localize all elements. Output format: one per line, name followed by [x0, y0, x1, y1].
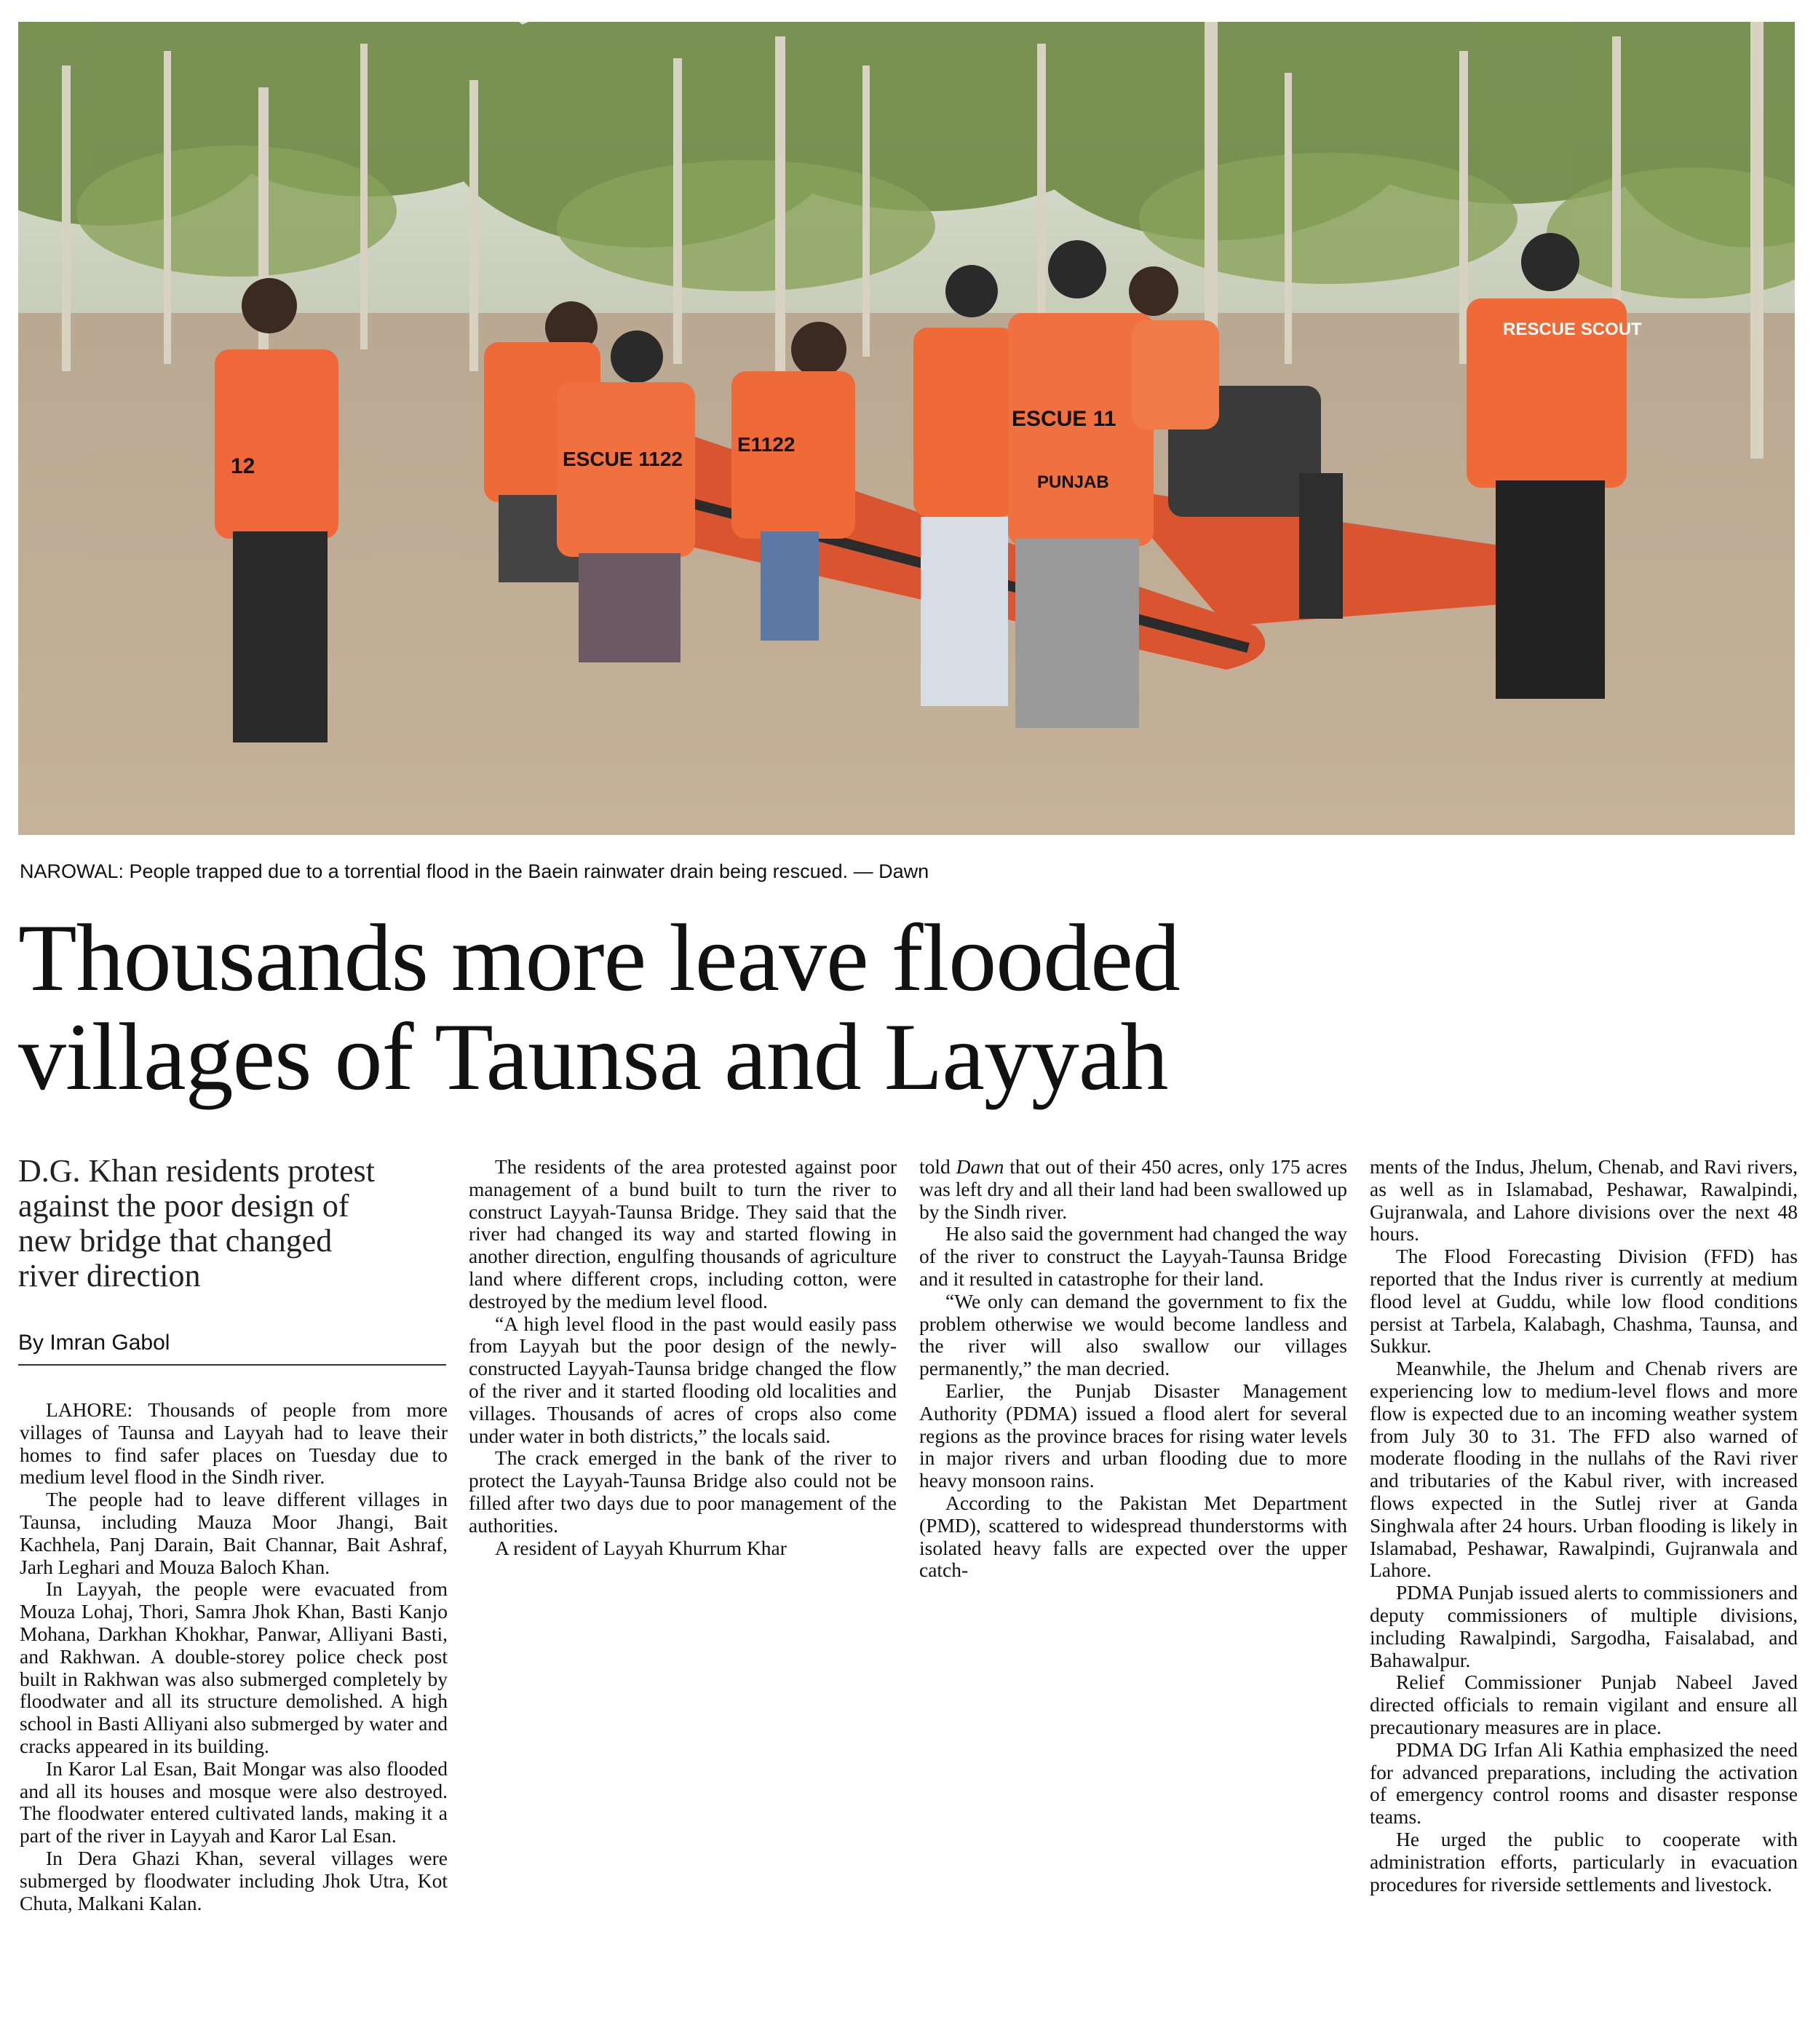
article-paragraph: The Flood Forecasting Division (FFD) has reported that the Indus river is currently at medium flood level at Guddu, while low flood conditions persist at Tarbela, Kalabagh, Chashma, Taunsa, and Sukkur. — [1370, 1245, 1798, 1358]
subheading — [18, 1154, 448, 1294]
flood-rescue-photo — [18, 22, 1795, 835]
vest-label: RESCUE SCOUT — [1503, 320, 1642, 339]
article-paragraph: Relief Commissioner Punjab Nabeel Javed directed officials to remain vigilant and ensure all precautionary measures are in place. — [1370, 1671, 1798, 1738]
article-column-3 — [919, 1156, 1347, 1582]
article-paragraph: Meanwhile, the Jhelum and Chenab rivers are experiencing low to medium-level flows and more flow is expected due to an incoming weather system from July 30 to 31. The FFD also warned of moderate flooding in the nullahs of the Ravi river and tributaries of the Kabul river, with increased flows expected in the Sutlej river at Ganda Singhwala after 24 hours. Urban flooding is likely in Islamabad, Peshawar, Rawalpindi, Gujranwala and Lahore. — [1370, 1357, 1798, 1582]
byline: By Imran Gabol — [18, 1331, 170, 1355]
headline-line: villages of Taunsa and Layyah — [18, 1003, 1168, 1110]
vest-label: E1122 — [737, 433, 796, 456]
article-paragraph: The residents of the area protested against poor management of a bund built to turn the river to construct Layyah-Taunsa Bridge. They said that the river had changed its way and started flowing in another direction, engulfing thousands of agriculture land where different crops, including cotton, were destroyed by the medium level flood. — [469, 1155, 897, 1312]
article-paragraph: He also said the government had changed the way of the river to construct the Layyah-Taunsa Bridge and it resulted in catastrophe for their land. — [919, 1222, 1347, 1290]
article-column-2 — [469, 1156, 897, 1559]
article-paragraph: A resident of Layyah Khurrum Khar — [495, 1536, 787, 1559]
article-paragraph: The crack emerged in the bank of the river to protect the Layyah-Taunsa Bridge also could not be filled after two days due to poor management of the authorities. — [469, 1446, 897, 1537]
article-paragraph: LAHORE: Thousands of people from more villages of Taunsa and Layyah had to leave their homes to find safer places on Tuesday due to medium level flood in the Sindh river. — [20, 1398, 448, 1489]
article-paragraph: In Dera Ghazi Khan, several villages were submerged by floodwater including Jhok Utra, Kot Chuta, Malkani Kalan. — [20, 1846, 448, 1914]
article-column-4 — [1370, 1156, 1798, 1896]
article-paragraph: In Karor Lal Esan, Bait Mongar was also flooded and all its houses and mosque were also destroyed. The floodwater entered cultivated lands, making it a part of the river in Layyah and Karor Lal Esan. — [20, 1756, 448, 1847]
article-paragraph: PDMA DG Irfan Ali Kathia emphasized the need for advanced preparations, including the activation of emergency control rooms and disaster response teams. — [1370, 1738, 1798, 1829]
vest-label: 12 — [231, 454, 255, 478]
article-paragraph: He urged the public to cooperate with administration efforts, particularly in evacuation procedures for riverside settlements and livestock. — [1370, 1827, 1798, 1896]
subheading-line: river direction — [18, 1258, 201, 1294]
byline-divider — [18, 1364, 446, 1366]
article-column-1 — [20, 1399, 448, 1914]
vest-label: PUNJAB — [1037, 472, 1109, 492]
subheading-line: new bridge that changed — [18, 1223, 333, 1259]
article-paragraph: “A high level flood in the past would easily pass from Layyah but the poor design of the newly-constructed Layyah-Taunsa bridge changed the flow of the river and it started flooding old localities and villages. Thousands of acres of crops also come under water in both districts,” the locals said. — [469, 1312, 897, 1447]
article-paragraph — [919, 1156, 1347, 1223]
article-paragraph: In Layyah, the people were evacuated from Mouza Lohaj, Thori, Samra Jhok Khan, Basti Kanjo Mohana, Darkhan Khokhar, Panwar, Alliyani Basti, and Rakhwan. A double-storey police check post built in Rakhwan was also submerged completely by floodwater and all its structure demolished. A high school in Basti Alliyani also submerged by water and cracks appeared in its building. — [20, 1577, 448, 1757]
headline — [18, 904, 1547, 1110]
paragraph-text: that out of their 450 acres, only 175 acres was left dry and all their land had been swallowed up by the Sindh river. — [919, 1155, 1348, 1223]
subheading-line: against the poor design of — [18, 1188, 349, 1224]
article-paragraph: Earlier, the Punjab Disaster Management Authority (PDMA) issued a flood alert for several regions as the province braces for rising water levels in major rivers and urban flooding due to more heavy monsoon rains. — [919, 1379, 1347, 1492]
news-photo — [18, 22, 1795, 835]
vest-label: ESCUE 11 — [1012, 407, 1116, 431]
subheading-line: D.G. Khan residents protest — [18, 1153, 376, 1189]
vest-label: ESCUE 1122 — [563, 448, 683, 470]
photo-caption: NAROWAL: People trapped due to a torrential flood in the Baein rainwater drain being rescued. — Dawn — [20, 860, 929, 882]
article-paragraph: ments of the Indus, Jhelum, Chenab, and Ravi rivers, as well as in Islamabad, Peshawar, Rawalpindi, Gujranwala, and Lahore divisions over the next 48 hours. — [1370, 1155, 1798, 1245]
article-paragraph: The people had to leave different villages in Taunsa, including Mauza Moor Jhangi, Bait Kachhela, Panj Darain, Bait Channar, Bait Ashraf, Jarh Leghari and Mouza Baloch Khan. — [20, 1488, 448, 1578]
article-paragraph: According to the Pakistan Met Department (PMD), scattered to widespread thunderstorms with isolated heavy falls are expected over the upper catch- — [919, 1491, 1347, 1582]
headline-line: Thousands more leave flooded — [18, 904, 1180, 1011]
lead-word: told — [919, 1155, 951, 1178]
article-paragraph: “We only can demand the government to fix the problem otherwise we would become landless and the river will also swallow our villages permanently,” the man decried. — [919, 1289, 1347, 1380]
publication-name: Dawn — [956, 1155, 1004, 1178]
article-paragraph: PDMA Punjab issued alerts to commissioners and deputy commissioners of multiple divisions, including Rawalpindi, Sargodha, Faisalabad, and Bahawalpur. — [1370, 1581, 1798, 1671]
